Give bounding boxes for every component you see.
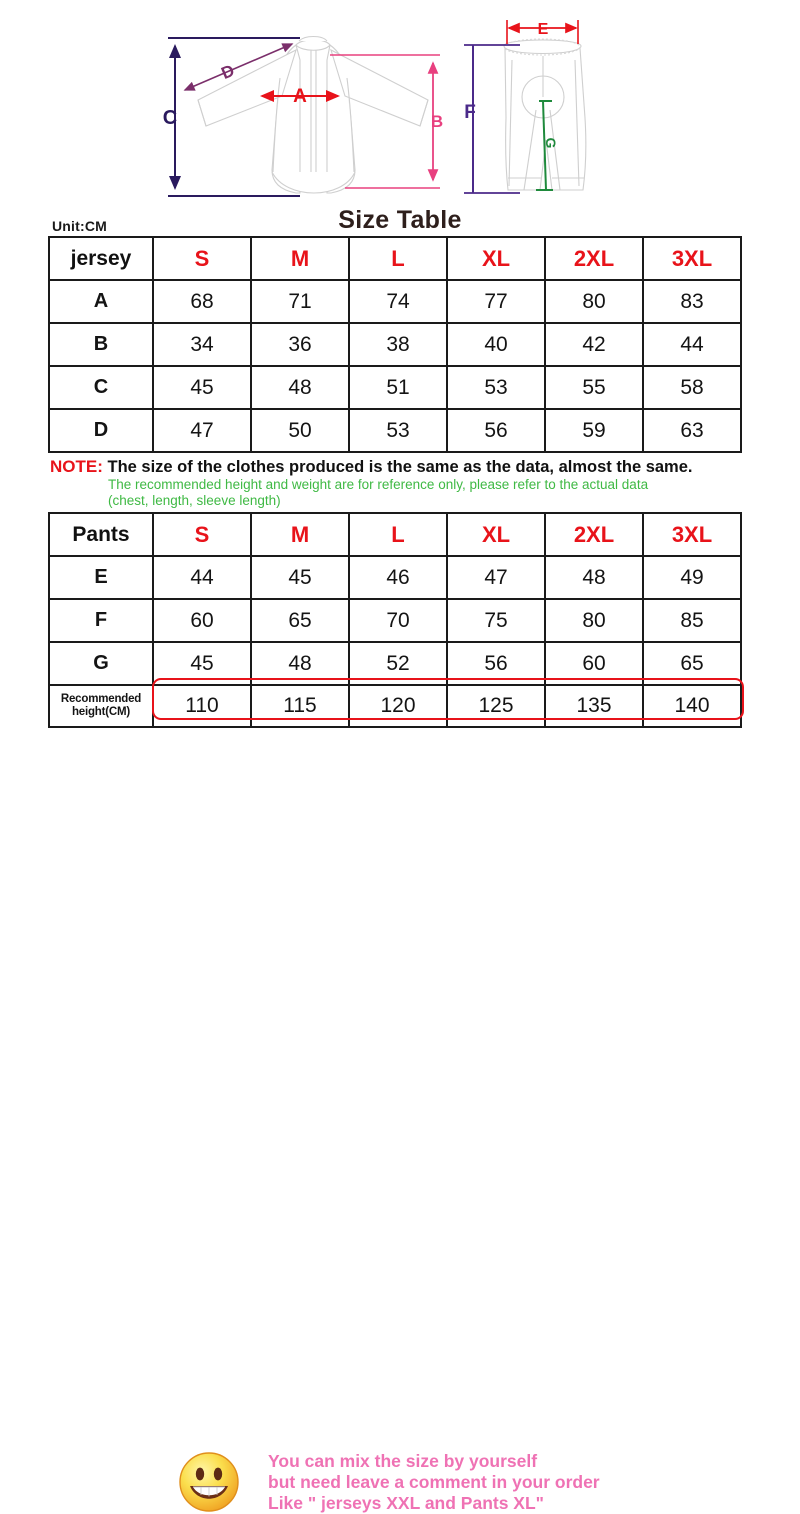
pants-size-m: M [251,513,349,556]
table-row [49,599,741,642]
jersey-c-s: 45 [153,366,251,409]
jersey-outline-drawing [198,37,428,194]
jersey-c-2xl: 55 [545,366,643,409]
note-block [50,457,770,508]
recommended-height-2xl: 135 [545,685,643,727]
pants-f-2xl: 80 [545,599,643,642]
jersey-size-s: S [153,237,251,280]
pants-e-m: 45 [251,556,349,599]
jersey-a-3xl: 83 [643,280,741,323]
jersey-d-xl: 56 [447,409,545,452]
jersey-row-label-d: D [49,409,153,452]
pants-e-xl: 47 [447,556,545,599]
pants-g-s: 45 [153,642,251,685]
pants-e-2xl: 48 [545,556,643,599]
footer-line-1: You can mix the size by yourself [268,1451,538,1471]
pants-header-label: Pants [49,513,153,556]
measure-label-g: G [543,137,559,149]
pants-g-2xl: 60 [545,642,643,685]
recommended-height-label-line2: height(CM) [71,706,131,718]
jersey-row-label-b: B [49,323,153,366]
jersey-b-m: 36 [251,323,349,366]
jersey-header-label: jersey [49,237,153,280]
measure-label-c: C [162,107,178,129]
smiley-face-icon [177,1450,241,1514]
footer-line-2: but need leave a comment in your order [268,1472,600,1492]
table-row [49,280,741,323]
pants-size-l: L [349,513,447,556]
jersey-a-m: 71 [251,280,349,323]
jersey-size-2xl: 2XL [545,237,643,280]
table-row [49,642,741,685]
jersey-d-2xl: 59 [545,409,643,452]
note-primary-line [50,457,770,477]
note-keyword: NOTE: [50,457,103,476]
jersey-size-table [48,236,742,453]
footer-line-3: Like " jerseys XXL and Pants XL" [268,1493,544,1513]
jersey-b-3xl: 44 [643,323,741,366]
pants-f-xl: 75 [447,599,545,642]
jersey-size-m: M [251,237,349,280]
recommended-height-row [49,685,741,727]
pants-f-l: 70 [349,599,447,642]
jersey-c-xl: 53 [447,366,545,409]
measure-label-d: D [218,60,238,84]
pants-f-3xl: 85 [643,599,741,642]
pants-e-3xl: 49 [643,556,741,599]
pants-size-table [48,512,742,728]
jersey-a-l: 74 [349,280,447,323]
recommended-height-s: 110 [153,685,251,727]
jersey-a-s: 68 [153,280,251,323]
table-row [49,366,741,409]
note-sub-line-1: The recommended height and weight are for reference only, please refer to the actual data [108,477,649,492]
measure-label-a: A [293,86,307,107]
jersey-d-m: 50 [251,409,349,452]
pants-row-label-g: G [49,642,153,685]
recommended-height-l: 120 [349,685,447,727]
note-main-text: The size of the clothes produced is the same as the data, almost the same. [107,458,693,476]
pants-e-s: 44 [153,556,251,599]
recommended-height-label [49,685,153,727]
jersey-size-xl: XL [447,237,545,280]
pants-header-row [49,513,741,556]
jersey-d-3xl: 63 [643,409,741,452]
page-title: Size Table [338,206,462,234]
jersey-a-2xl: 80 [545,280,643,323]
jersey-b-2xl: 42 [545,323,643,366]
table-row [49,556,741,599]
jersey-b-xl: 40 [447,323,545,366]
pants-size-s: S [153,513,251,556]
pants-f-s: 60 [153,599,251,642]
pants-row-label-f: F [49,599,153,642]
jersey-c-m: 48 [251,366,349,409]
measure-label-b: B [430,112,444,131]
table-row [49,409,741,452]
jersey-b-l: 38 [349,323,447,366]
jersey-c-3xl: 58 [643,366,741,409]
jersey-d-l: 53 [349,409,447,452]
pants-g-xl: 56 [447,642,545,685]
footer-message [268,1451,600,1514]
measure-label-f: F [464,102,476,123]
measure-label-e: E [537,21,549,38]
pants-row-label-e: E [49,556,153,599]
recommended-height-3xl: 140 [643,685,741,727]
jersey-c-l: 51 [349,366,447,409]
jersey-row-label-a: A [49,280,153,323]
recommended-height-m: 115 [251,685,349,727]
pants-size-xl: XL [447,513,545,556]
pants-g-l: 52 [349,642,447,685]
jersey-row-label-c: C [49,366,153,409]
diagram-svg [0,0,800,205]
pants-g-3xl: 65 [643,642,741,685]
jersey-header-row [49,237,741,280]
table-row [49,323,741,366]
jersey-size-l: L [349,237,447,280]
jersey-b-s: 34 [153,323,251,366]
unit-label: Unit:CM [52,218,108,234]
pants-f-m: 65 [251,599,349,642]
jersey-d-s: 47 [153,409,251,452]
pants-e-l: 46 [349,556,447,599]
note-sub-line-2: (chest, length, sleeve length) [108,492,281,508]
pants-size-3xl: 3XL [643,513,741,556]
jersey-size-3xl: 3XL [643,237,741,280]
recommended-height-label-line1: Recommended [60,692,142,705]
garment-diagrams [0,0,800,205]
pants-g-m: 48 [251,642,349,685]
jersey-a-xl: 77 [447,280,545,323]
recommended-height-xl: 125 [447,685,545,727]
footer-note [0,722,800,1513]
pants-size-2xl: 2XL [545,513,643,556]
